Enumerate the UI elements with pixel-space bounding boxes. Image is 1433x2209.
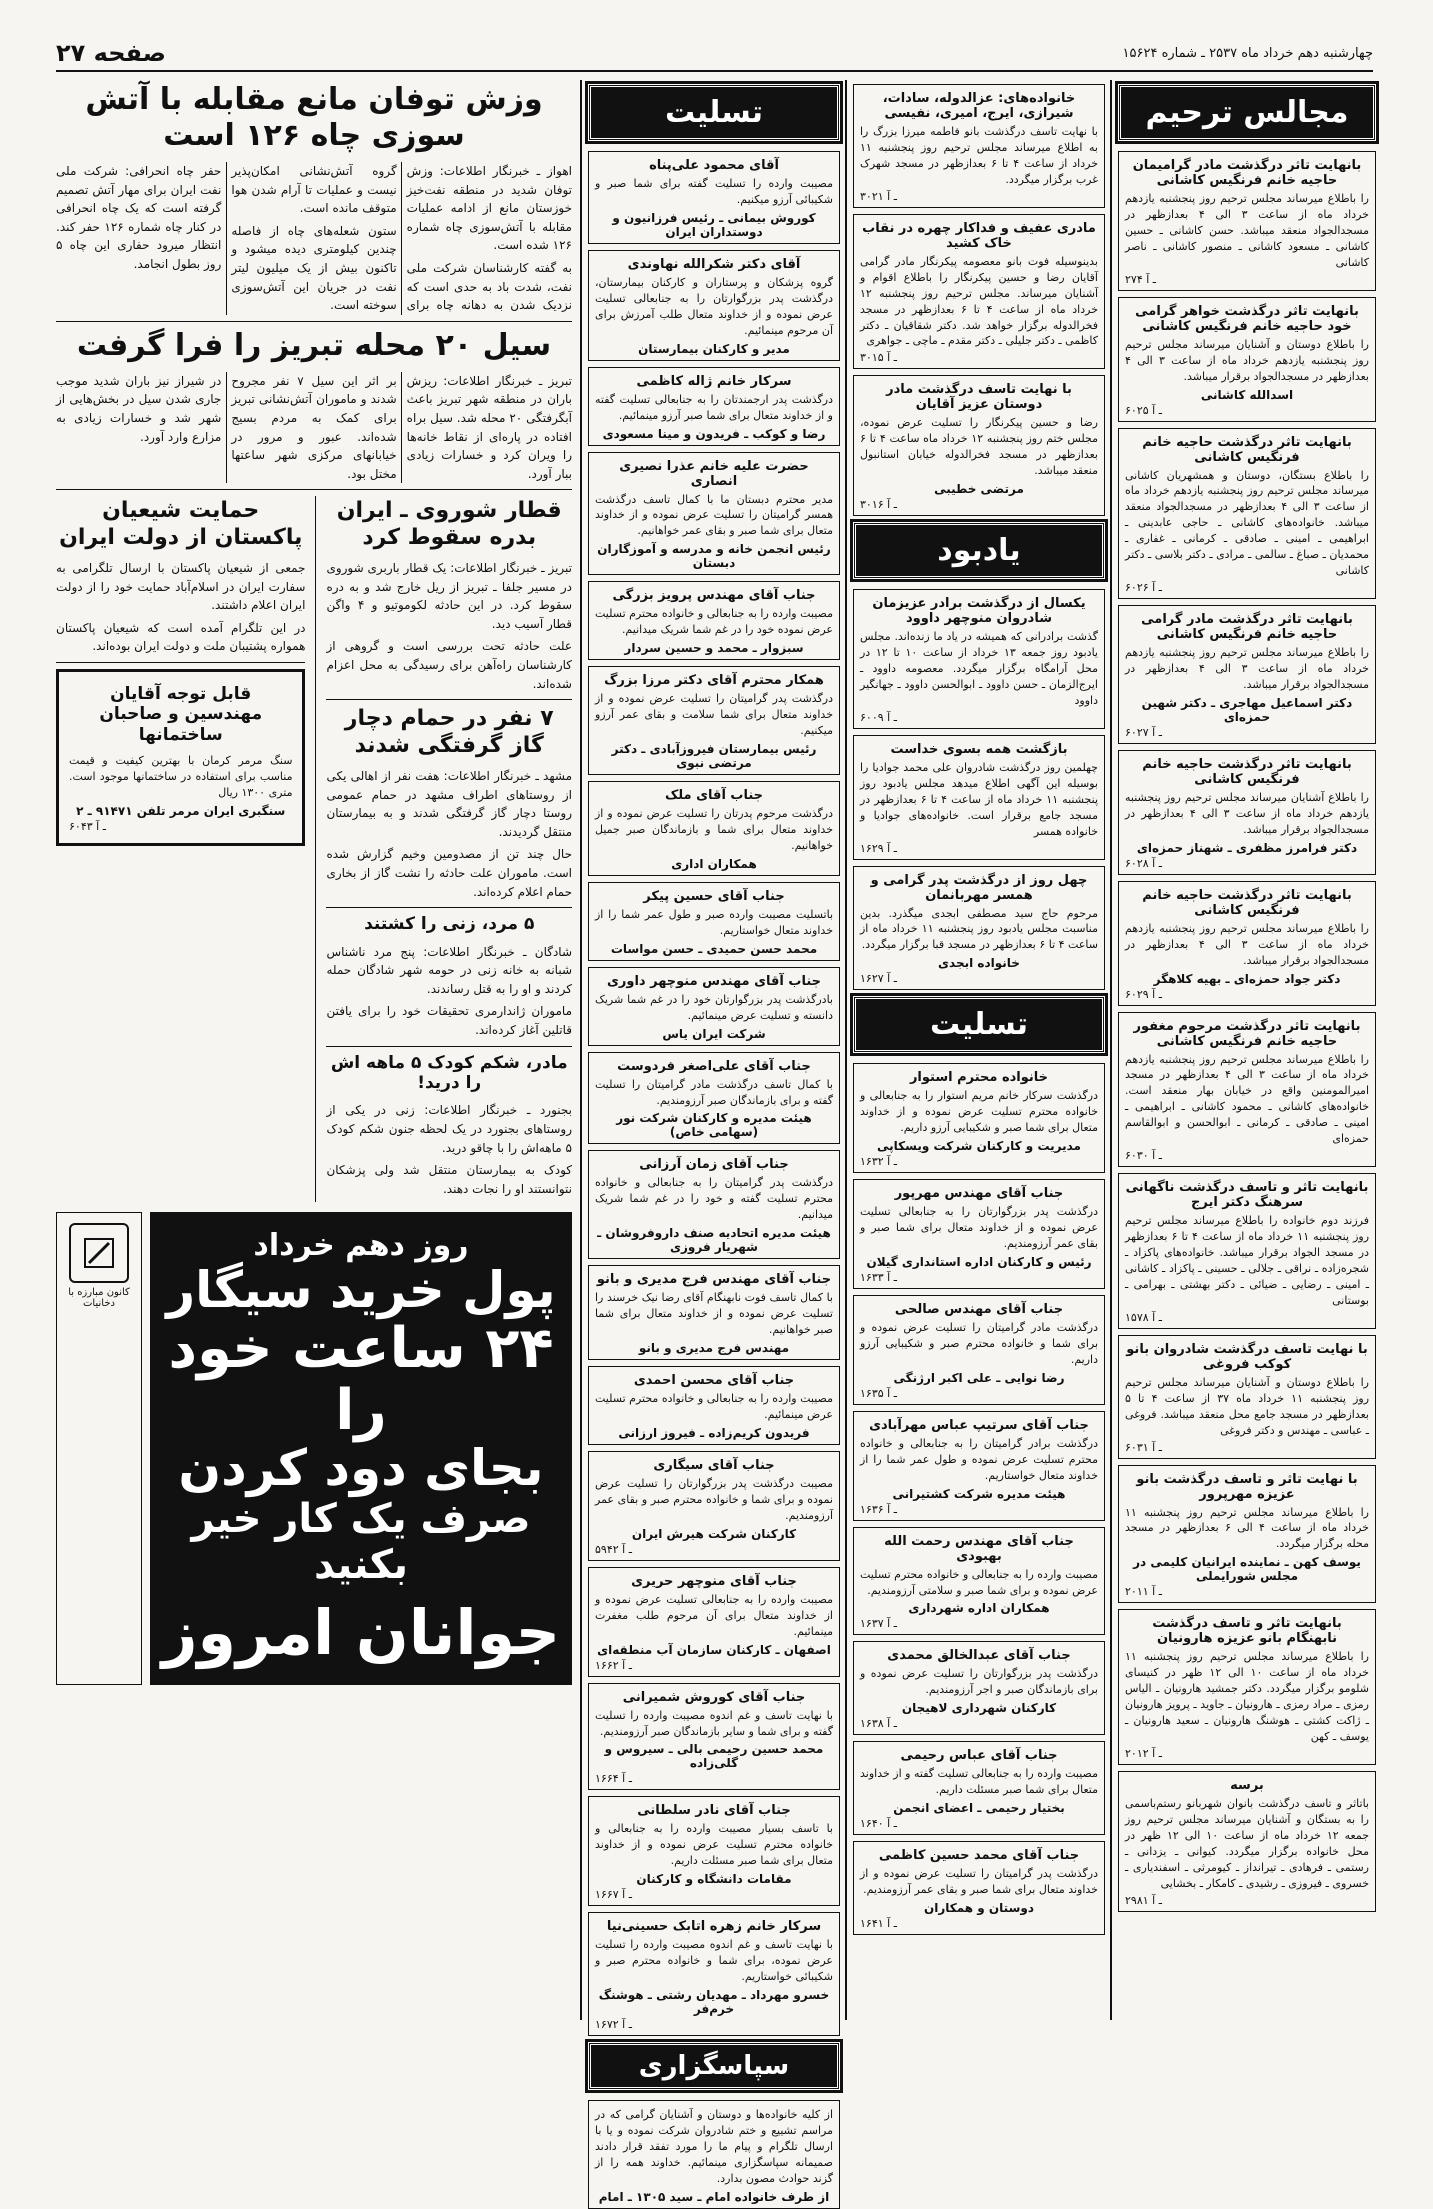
ad-body: درگذشت مرحوم پدرتان را تسلیت عرض نموده و از خداوند متعال برای شما و بازماندگان صبر جمیل خواهانیم. xyxy=(595,807,833,852)
column-memorials xyxy=(1118,84,1376,2014)
ad-sign: سبزوار ـ محمد و حسین سردار xyxy=(624,641,804,656)
ad-block xyxy=(1118,151,1376,291)
ad-block xyxy=(1118,1609,1376,1765)
ad-title: بانهایت تاثر درگذشت مرحوم مغفور حاجیه خانم فرنگیس کاشانی xyxy=(1133,1018,1361,1049)
headline-baby: مادر، شکم کودک ۵ ماهه اش را درید! xyxy=(330,1052,568,1093)
ad-code: ۶۰۲۹ ـ آ xyxy=(1125,987,1162,1001)
ad-code: ۱۶۶۲ ـ آ xyxy=(595,1658,632,1672)
ad-sign: بختیار رحیمی ـ اعضای انجمن xyxy=(893,1801,1065,1816)
ad-body: درگذشت پدر گرامیتان را تسلیت عرض نموده و از خداوند متعال برای شما صبر و بقای عمر آرزومندیم. xyxy=(860,1867,1098,1897)
ad-sign: فریدون کریم‌زاده ـ فیروز ارزانی xyxy=(618,1425,810,1440)
ad-code: ۶۰۳۱ ـ آ xyxy=(1125,1440,1162,1454)
ad-code: ۲۷۴ ـ آ xyxy=(1125,272,1157,286)
ad-body: را باطلاع دوستان و آشنایان میرساند مجلس ترحیم روز پنجشنبه یازدهم خرداد ماه از ساعت ۳ الی ۴ بعدازظهر در مسجدالجواد برقرار میباشد. xyxy=(1125,337,1369,383)
ad-body: را باطلاع میرساند مجلس ترحیم روز پنجشنبه ۱۱ خرداد ماه از ساعت ۴ الی ۶ بعدازظهر در مسجد محله برگزار میگردد. xyxy=(1125,1505,1369,1551)
article-baby xyxy=(326,1101,572,1198)
news-col-left xyxy=(56,496,305,1202)
no-smoking-ad xyxy=(150,1212,572,1685)
ad-body: را باطلاع میرساند مجلس ترحیم روز پنجشنبه یازدهم خرداد ماه از ساعت ۳ الی ۴ بعدازظهر در مسجدالجواد برقرار میباشد. xyxy=(1125,646,1369,691)
ad-block xyxy=(1118,605,1376,744)
ad-code: ۳۰۱۶ ـ آ xyxy=(860,498,897,512)
ad-title: جناب آقای زمان آرزانی xyxy=(639,1157,789,1173)
ad-body: با نهایت تاسف و غم اندوه مصیبت وارده را تسلیت گفته و برای شما و سایر بازماندگان صبر آرزومندیم. xyxy=(595,1708,833,1738)
ad-title: جناب آقای مهندس مهرپور xyxy=(894,1186,1064,1202)
masthead xyxy=(56,36,1373,72)
section-banner-condolence: تسلیت xyxy=(588,84,840,141)
ad-code: ۶۰۲۵ ـ آ xyxy=(1125,403,1162,417)
page-number: صفحه ۲۷ xyxy=(56,39,166,67)
inner-rule xyxy=(315,496,316,1202)
ad-body: مدیر محترم دبستان ما با کمال تاسف درگذشت همسر گرامیتان را تسلیت عرض نموده و از خداوند متعال برای شما صبر و بقای عمر خواهانیم. xyxy=(595,492,833,538)
article-paragraph: حفر چاه انحرافی: شرکت ملی نفت ایران برای مهار آتش تصمیم گرفته است که یک چاه انحرافی در کنار چاه شماره ۱۲۶ حفر کند. انتظار میرود حفاری این چاه ۵ روز بطول انجامد. xyxy=(56,164,222,271)
ad-body: باتسلیت مصیبت وارده صبر و طول عمر شما را از خداوند متعال خواستاریم. xyxy=(595,907,833,937)
ad-block xyxy=(588,1683,840,1791)
ad-sign: محمد حسن حمیدی ـ حسن مواسات xyxy=(610,941,818,956)
ad-title: بانهایت تاثر و تاسف درگذشت نابهنگام بانو عزیزه هارونیان xyxy=(1152,1616,1342,1647)
society-logo-caption: کانون مبارزه با دخانیات xyxy=(68,1287,130,1310)
ad-block xyxy=(588,882,840,961)
ad-block xyxy=(588,452,840,576)
ad-sign: دکتر فرامرز مظفری ـ شهناز حمزه‌ای xyxy=(1136,840,1358,855)
ad-code: ۳۰۱۵ ـ آ xyxy=(860,351,897,365)
society-logo-icon xyxy=(69,1223,129,1283)
bottom-row xyxy=(56,1212,572,1685)
ad-code: ۶۰۲۷ ـ آ xyxy=(1125,725,1162,739)
ad-body: مصیبت وارده را به جنابعالی تسلیت گفته و از خداوند متعال برای شما صبر مسئلت داریم. xyxy=(860,1767,1098,1797)
ad-code: ۲۹۸۱ ـ آ xyxy=(1125,1893,1162,1907)
ad-title: با نهایت تاسف درگذشت شادروان بانو کوکب فروغی xyxy=(1126,1341,1368,1372)
ad-body: درگذشت سرکار خانم مریم استوار را به جنابعالی و خانواده محترم تسلیت عرض نموده و از خداوند متعال برای شما صبر و شکیبایی آرزو داریم. xyxy=(860,1089,1098,1135)
ad-body: را باطلاع آشنایان میرساند مجلس ترحیم روز پنجشنبه یازدهم خرداد ماه از ساعت ۳ الی ۴ بعدازظهر در مسجدالجواد برقرار میباشد. xyxy=(1125,790,1370,836)
article-paragraph: اهواز ـ خبرنگار اطلاعات: وزش توفان شدید در منطقه نفت‌خیز خوزستان مانع از ادامه عملیات مقابله با آتش‌سوزی چاه شماره ۱۲۶ شده است. xyxy=(406,164,572,253)
article-paragraph: ستون شعله‌های چاه از فاصله چندین کیلومتری دیده میشود و تاکنون بیش از یک میلیون لیتر نفت در جریان این آتش‌سوزی سوخته است. xyxy=(231,223,397,313)
ad-sign: مرتضی خطیبی xyxy=(934,482,1024,497)
ad-body: مصیبت وارده را به جنابعالی و خانواده محترم تسلیت عرض نموده و برای شما صبر و سلامتی آرزومندیم. xyxy=(860,1567,1098,1597)
ad-body: را باطلاع بستگان، دوستان و همشهریان کاشانی میرساند مجلس ترحیم روز پنجشنبه یازدهم خرداد ماه از ساعت ۳ الی ۴ بعدازظهر در مسجدالجواد منعقد میباشد. خانواده‌های کاشانی ـ حاجی عابدینی ـ ابراهیمی ـ امینی ـ صادقی ـ کرمانی ـ غفاری ـ محمدیان ـ صباغ ـ سالمی ـ مرادی ـ دکتر بلاسی ـ دکتر کاشانی xyxy=(1125,468,1369,578)
ad-body: چهلمین روز درگذشت شادروان علی محمد جوادیا را بوسیله این آگهی اطلاع میدهد مجلس یادبود روز پنجشنبه ۱۱ خرداد ماه از ساعت ۴ تا ۶ بعدازظهر در مسجد جامع برقرار است. خانواده‌های جوادیا و خانواده همسر xyxy=(860,760,1098,838)
ad-code: ۱۶۳۲ ـ آ xyxy=(860,1155,897,1169)
ad-code: ۱۶۳۵ ـ آ xyxy=(860,1386,897,1400)
ad-title: جناب آقای کوروش شمیرانی xyxy=(622,1689,806,1705)
ad-body: درگذشت برادر گرامیتان را به جنابعالی و خانواده محترم تسلیت عرض نموده و طول عمر شما را از خداوند متعال خواستاریم. xyxy=(860,1436,1098,1482)
thanks-sign: از طرف خانواده امام ـ سید ۱۳۰۵ ـ امام xyxy=(598,2189,830,2204)
ad-sign: رئیس بیمارستان فیروزآبادی ـ دکتر مرتضی نبوی xyxy=(611,742,817,770)
ad-block xyxy=(853,1295,1105,1405)
smoke-ad-brand: جوانان امروز xyxy=(161,1596,561,1670)
ad-code: ۱۵۷۸ ـ آ xyxy=(1125,1310,1162,1324)
ad-title: بانهایت تاثر درگذشت خواهر گرامی خود حاجیه خانم فرنگیس کاشانی xyxy=(1135,303,1359,334)
ad-code: ۱۶۴۱ ـ آ xyxy=(860,1917,897,1931)
column-rule xyxy=(1110,80,1112,2020)
ad-code: ۶۰۳۰ ـ آ xyxy=(1125,1149,1162,1163)
ad-block xyxy=(588,581,840,660)
ad-title: برسه xyxy=(1230,1777,1264,1793)
section-banner-remembrance: یادبود xyxy=(853,522,1105,579)
ad-title: بانهایت تاثر درگذشت حاجیه خانم فرنگیس کاشانی xyxy=(1142,434,1352,465)
article-gas xyxy=(326,767,572,901)
top-ads xyxy=(853,84,1105,516)
notice-sign: سنگبری ایران مرمر تلفن ۹۱۴۷۱ ـ ۲ xyxy=(76,804,286,819)
ad-title: جناب آقای عبدالخالق محمدی xyxy=(887,1648,1071,1664)
ad-block xyxy=(1118,1465,1376,1604)
ad-block xyxy=(1118,1335,1376,1459)
ad-title: جناب آقای سرتیپ عباس مهرآبادی xyxy=(869,1417,1089,1433)
thanks-ad xyxy=(588,2100,840,2209)
smoke-ad-line-3: ۲۴ ساعت خود را xyxy=(168,1316,554,1443)
article-paragraph: مشهد ـ خبرنگار اطلاعات: هفت نفر از اهالی یکی از روستاهای اطراف مشهد در حمام عمومی روستا دچار گاز گرفتگی شدند و به بیمارستان منتقل گردیدند. xyxy=(326,769,572,839)
issue-date: چهارشنبه دهم خرداد ماه ۲۵۳۷ ـ شماره ۱۵۶۲۴ xyxy=(1122,45,1373,61)
ad-sign: کوروش بیمانی ـ رئیس فرزانیون و دوستداران ایران xyxy=(612,210,816,239)
ad-block xyxy=(853,1411,1105,1521)
ad-title: جناب آقای نادر سلطانی xyxy=(637,1803,791,1819)
ad-body: گذشت برادرانی که همیشه در یاد ما زنده‌اند. مجلس یادبود روز جمعه ۱۳ خرداد از ساعت ۱۰ تا ۱۲ در محل آرامگاه برگزار میگردد. معصومه داوود ـ ایرج‌الزمان ـ حسن داوود ـ ابوالحسن داوود ـ جهانگیر داوود xyxy=(860,630,1098,707)
ad-body: با نهایت تاسف درگذشت بانو فاطمه میرزا بزرگ را به اطلاع میرساند مجلس ترحیم روز پنجشنبه ۱۱ خرداد از ساعت ۴ تا ۶ بعدازظهر در مسجد شهرک غرب برگزار میگردد. xyxy=(860,125,1098,186)
ad-block xyxy=(588,1265,840,1360)
ad-body: را باطلاع میرساند مجلس ترحیم روز پنجشنبه یازدهم خرداد ماه از ساعت ۳ الی ۴ بعدازظهر در مسجدالجواد برقرار میباشد. xyxy=(1125,921,1369,967)
ad-body: با کمال تاسف درگذشت مادر گرامیتان را تسلیت گفته و برای بازماندگان صبر آرزومندیم. xyxy=(595,1077,833,1107)
news-col-right xyxy=(326,496,572,1202)
ad-block xyxy=(588,1052,840,1145)
ad-code: ۱۶۷۲ ـ آ xyxy=(595,2018,632,2032)
ad-body: درگذشت پدر گرامیتان را تسلیت عرض نموده و از خداوند متعال برای شما سلامت و بقای عمر آرزو میکنیم. xyxy=(595,692,833,738)
ad-body: را باطلاع میرساند مجلس ترحیم روز پنجشنبه یازدهم خرداد ماه از ساعت ۳ الی ۴ بعدازظهر در مسجد امیرالمومنین واقع در خیابان بهار منعقد است. خانواده‌های کاشانی ـ محمود کاشانی ـ ابراهیمی ـ امینی ـ صادقی ـ کرمانی ـ ابوالحسن و ابوالقاسم حمزه‌ای xyxy=(1125,1052,1369,1146)
ad-sign: اسدالله کاشانی xyxy=(1200,387,1294,402)
ad-title: مادری عفیف و فداکار چهره در نقاب خاک کشید xyxy=(862,220,1096,251)
ad-title: خانواده محترم استوار xyxy=(909,1070,1049,1086)
thanks-body: از کلیه خانواده‌ها و دوستان و آشنایان گرامی که در مراسم تشییع و ختم شادروان شرکت نموده و یا با ارسال تلگرام و پیام ما را مورد تفقد قرار دادند صمیمانه سپاسگزاری مینمائیم. خداوند همه را از گزند حوادث مصون بدارد. xyxy=(595,2108,833,2185)
ad-code: ۵۹۴۲ ـ آ xyxy=(595,1542,632,1556)
ad-block xyxy=(853,1741,1105,1835)
ad-block xyxy=(1118,881,1376,1006)
ad-body: درگذشت مادر گرامیتان را تسلیت عرض نموده و برای شما و خانواده محترم صبر و شکیبایی آرزو داریم. xyxy=(860,1320,1098,1366)
ad-block xyxy=(588,666,840,775)
ad-code: ۱۶۶۷ ـ آ xyxy=(595,1888,632,1902)
society-logo-box xyxy=(56,1212,142,1685)
headline-killed: ۵ مرد، زنی را کشتند xyxy=(364,914,535,935)
article-paragraph: ماموران ژاندارمری تحقیقات خود را برای یافتن قاتلین آغاز کرده‌اند. xyxy=(326,1004,572,1037)
article-paragraph: علت حادثه تحت بررسی است و گروهی از کارشناسان راه‌آهن برای رسیدگی به محل اعزام شده‌اند. xyxy=(326,639,572,691)
article-killed xyxy=(326,943,572,1040)
ad-title: جناب آقای سیگاری xyxy=(653,1457,775,1473)
ad-body: را باطلاع میرساند مجلس ترحیم روز پنجشنبه یازدهم خرداد ماه از ساعت ۳ الی ۴ بعدازظهر در مسجدالجواد منعقد میباشد. حسن کاشانی ـ حسین کاشانی ـ مسعود کاشانی ـ منصور کاشانی ـ ناصر کاشانی xyxy=(1125,192,1369,269)
ad-block xyxy=(1118,750,1376,875)
ad-body: رضا و حسین پیکرنگار را تسلیت عرض نموده، مجلس ختم روز پنجشنبه ۱۲ خرداد ماه ساعت ۴ تا ۶ بعدازظهر در مسجد فخرالدوله خیابان استانبول منعقد میباشد. xyxy=(860,416,1099,478)
ad-block xyxy=(588,151,840,244)
section-banner-thanks: سپاسگزاری xyxy=(588,2042,840,2090)
ad-body: باتاثر و تاسف درگذشت بانوان شهربانو رستم‌باسمی را به بستگان و آشنایان میرساند مجلس ترحیم روز جمعه ۱۲ خرداد ماه از ساعت ۱۰ الی ۱۲ ظهر در محل خانواده برگزار میگردد. کیوانی ـ یزدانی ـ رستمی ـ فرهادی ـ تیرانداز ـ کیومرثی ـ اسفندیاری ـ خسروی ـ فیروزی ـ رشیدی ـ کامکار ـ بخشایی xyxy=(1125,1796,1369,1890)
ad-sign: مهندس فرج مدیری و بانو xyxy=(638,1341,790,1356)
headline-fire: وزش توفان مانع مقابله با آتش سوزی چاه ۱۲۶ است xyxy=(85,82,543,153)
ad-body: با نهایت تاسف و غم اندوه مصیبت وارده را تسلیت عرض نموده، برای شما و خانواده محترم صبر و شکیبائی خواستاریم. xyxy=(595,1938,833,1984)
ad-block xyxy=(853,84,1105,208)
ad-sign: همکاران اداری xyxy=(671,856,757,871)
column-rule xyxy=(845,80,847,2020)
ad-title: جناب آقای مهندس رحمت الله بهبودی xyxy=(884,1533,1074,1564)
ad-block xyxy=(853,375,1105,516)
ad-sign: دکتر جواد حمزه‌ای ـ بهیه کلاهگر xyxy=(1153,971,1341,986)
ad-title: بانهایت تاثر درگذشت مادر گرامیمان حاجیه خانم فرنگیس کاشانی xyxy=(1132,158,1362,188)
column-rule xyxy=(580,80,582,2020)
ad-body: مصیبت وارده را تسلیت گفته برای شما صبر و شکیبائی آرزو میکنیم. xyxy=(595,177,833,206)
ad-block xyxy=(853,735,1105,860)
news-row-2 xyxy=(56,496,572,1202)
headline-flood: سیل ۲۰ محله تبریز را فرا گرفت xyxy=(76,327,552,363)
ad-block xyxy=(1118,1012,1376,1168)
ad-code: ۲۰۱۱ ـ آ xyxy=(1125,1585,1162,1599)
ad-block xyxy=(588,967,840,1046)
column-news xyxy=(56,80,572,2015)
ad-sign: مقامات دانشگاه و کارکنان xyxy=(636,1872,792,1887)
ad-body: را باطلاع دوستان و آشنایان میرساند مجلس ترحیم روز پنجشنبه ۱۱ خرداد ماه ۳۷ از ساعت ۴ تا ۵ بعدازظهر در مسجد جامع محل منعقد میباشد. فروغی ـ عباسی ـ مهندس و دکتر فروغی xyxy=(1125,1375,1370,1437)
ad-sign: هیئت مدیره و کارکنان شرکت نور (سهامی خاص) xyxy=(616,1111,812,1140)
ad-body: مصیبت وارده را به جنابعالی و خانواده محترم تسلیت عرض مینمائیم. xyxy=(595,1392,833,1421)
article-paragraph: در شیراز نیز باران شدید موجب جاری شدن سیل در بخش‌هایی از شهر شد و خسارات زیادی به مزارع وارد آورد. xyxy=(56,373,222,444)
ad-title: جناب آقای مهندس منوچهر داوری xyxy=(606,973,822,989)
ad-code: ۱۶۳۶ ـ آ xyxy=(860,1502,897,1516)
ad-sign: یوسف کهن ـ نماینده ایرانیان کلیمی در مجلس شورایملی xyxy=(1133,1555,1361,1584)
ad-body: مصیبت وارده را به جنابعالی و خانواده محترم تسلیت عرض نموده خود را در غم شما شریک میدانیم. xyxy=(595,607,833,637)
ad-block xyxy=(588,1150,840,1259)
ad-body: درگذشت پدر گرامیتان را به جنابعالی و خانواده محترم تسلیت گفته و خود را در غم شما شریک میدانیم. xyxy=(595,1176,833,1222)
ad-block xyxy=(1118,1771,1376,1912)
notice-ad xyxy=(56,669,305,846)
ad-title: جناب آقای منوچهر حریری xyxy=(631,1573,797,1589)
ad-body: فرزند دوم خانواده را باطلاع میرساند مجلس ترحیم روز پنجشنبه ۱۱ خرداد ماه از ساعت ۴ تا ۶ بعدازظهر در مسجد الجواد برقرار میباشد. خانواده‌های پاکزاد ـ شجره‌زاده ـ نراقی ـ جلالی ـ حسینی ـ پاکزاد ـ کاشانی ـ امینی ـ رضایی ـ ضیائی ـ دکتر بهشتی ـ بهرامی ـ بوستانی xyxy=(1125,1214,1370,1307)
ad-sign: خانواده ابجدی xyxy=(938,956,1020,971)
ad-title: جناب آقای محسن احمدی xyxy=(633,1373,795,1389)
ad-sign: هیئت مدیره اتحادیه صنف داروفروشان ـ شهریار فروزی xyxy=(597,1226,831,1255)
ad-sign: خسرو مهرداد ـ مهدیان رشتی ـ هوشنگ خرم‌فر xyxy=(598,1988,830,2017)
article-train xyxy=(326,559,572,693)
ad-title: چهل روز از درگذشت پدر گرامی و همسر مهربانمان xyxy=(870,872,1088,903)
ad-title: آقای محمود علی‌پناه xyxy=(649,158,779,173)
remembrance-ads xyxy=(853,589,1105,990)
ad-sign: رضا نوایی ـ علی اکبر ارژنگی xyxy=(893,1370,1065,1385)
ad-body: مصیبت وارده را به جنابعالی تسلیت عرض نموده و از خداوند متعال برای آن مرحوم طلب مغفرت مینمائیم. xyxy=(595,1592,833,1638)
column-remembrance xyxy=(853,84,1105,2014)
article-paragraph: تبریز ـ خبرنگار اطلاعات: ریزش باران در منطقه شهر تبریز باعث آبگرفتگی ۲۰ محله شد. سیل براه افتاده در پاره‌ای از نقاط خانه‌ها را ویران کرد و خسارات زیادی ببار آورد. xyxy=(406,373,572,481)
ad-code: ۱۶۶۴ ـ آ xyxy=(595,1772,632,1786)
ad-title: جناب آقای عباس رحیمی xyxy=(900,1748,1058,1764)
ad-code: ۱۶۳۸ ـ آ xyxy=(860,1717,897,1731)
article-paragraph: کودک به بیمارستان منتقل شد ولی پزشکان نتوانستند او را نجات دهند. xyxy=(326,1163,572,1196)
ad-sign: هیئت مدیره شرکت کشتیرانی xyxy=(892,1486,1066,1501)
ad-block xyxy=(853,1063,1105,1173)
ad-body: گروه پزشکان و پرستاران و کارکنان بیمارستان، درگذشت پدر بزرگوارتان را به جنابعالی تسلیت عرض نموده و از خداوند متعال طلب آمرزش برای آن مرحوم مینمائیم. xyxy=(595,275,833,337)
ad-block xyxy=(1118,1173,1376,1329)
article-fire xyxy=(56,162,572,315)
article-pakistan xyxy=(56,559,305,656)
condolence-ads-2 xyxy=(853,1063,1105,1935)
ad-block xyxy=(1118,428,1376,600)
ad-sign: اصفهان ـ کارکنان سازمان آب منطقه‌ای xyxy=(597,1642,831,1657)
ad-title: سرکار خانم زهره اتابک حسینی‌نیا xyxy=(606,1919,822,1935)
ad-block xyxy=(588,1451,840,1561)
ad-sign: همکاران اداره شهرداری xyxy=(908,1601,1050,1616)
ad-code: ۱۶۳۳ ـ آ xyxy=(860,1270,897,1284)
ad-body: با کمال تاسف فوت نابهنگام آقای رضا نیک خرسند را تسلیت عرض نموده و از خداوند متعال برای شما صبر خواهانیم. xyxy=(595,1291,833,1337)
ad-body: مرحوم حاج سید مصطفی ابجدی میگذرد. بدین مناسبت مجلس یادبود روز پنجشنبه ۱۱ خرداد ماه از ساعت ۴ تا ۶ بعدازظهر در مسجد قبا برگزار میگردد. xyxy=(860,906,1099,952)
ad-title: خانواده‌های: عزالدوله، سادات، شیرازی، ایرج، امیری، نفیسی xyxy=(882,91,1076,121)
ad-code: ۱۶۲۹ ـ آ xyxy=(860,841,897,855)
ad-title: بازگشت همه بسوی خداست xyxy=(890,741,1068,757)
headline-pakistan: حمایت شیعیان پاکستان از دولت ایران xyxy=(59,498,303,550)
ad-sign: دکتر اسماعیل مهاجری ـ دکتر شهین حمزه‌ای xyxy=(1141,695,1353,724)
notice-code: ۶۰۴۳ ـ آ xyxy=(69,820,106,834)
article-paragraph: تبریز ـ خبرنگار اطلاعات: یک قطار باربری شوروی در مسیر جلفا ـ تبریز از ریل خارج شد و به دره سقوط کرد. در این حادثه لکوموتیو و ۴ واگن قطار آسیب دید. xyxy=(326,561,572,631)
ad-sign: محمد حسین رحیمی بالی ـ سیروس و گلی‌زاده xyxy=(604,1742,824,1771)
ad-sign: مدیر و کارکنان بیمارستان xyxy=(638,341,790,356)
ad-sign: مدیریت و کارکنان شرکت ویسکاپی xyxy=(877,1139,1081,1154)
ad-block xyxy=(853,589,1105,729)
ad-body: درگذشت پدر ارجمندتان را به جنابعالی تسلیت گفته و از خداوند متعال برای شما صبر آرزو مینمائیم. xyxy=(595,392,833,422)
ad-block xyxy=(588,1567,840,1677)
ad-body: را باطلاع میرساند مجلس ترحیم روز پنجشنبه ۱۱ خرداد ماه از ساعت ۱۰ الی ۱۲ ظهر در کنیسای شلومو برگزار میگردد. دکتر جمشید هارونیان ـ الیاس رمزی ـ مراد رمزی ـ هارونیان ـ جاوید ـ پرویز هارونیان ـ ژاکت کشتی ـ هوشنگ هارونیان ـ سعید هارونیان ـ یوسف ـ کهن xyxy=(1125,1650,1369,1743)
ad-sign: شرکت ایران یاس xyxy=(662,1026,766,1041)
ad-title: جناب آقای مهندس پرویز بزرگی xyxy=(612,588,816,604)
ad-sign: دوستان و همکاران xyxy=(924,1901,1034,1916)
ad-title: بانهایت تاثر و تاسف درگذشت ناگهانی سرهنگ دکتر ایرج xyxy=(1125,1180,1369,1211)
ad-code: ۶۰۲۶ ـ آ xyxy=(1125,581,1162,595)
memorial-ads xyxy=(1118,151,1376,1912)
article-paragraph: به گفته کارشناسان شرکت ملی نفت، شدت باد به حدی است که نزدیک شدن به دهانه چاه برای گروه آتش‌نشانی امکان‌پذیر نیست و عملیات تا آرام شدن هوا متوقف مانده است. xyxy=(231,164,572,313)
ad-block xyxy=(853,1527,1105,1636)
smoke-ad-line-4: بجای دود کردن xyxy=(178,1439,544,1498)
ad-block xyxy=(853,1641,1105,1735)
notice-body: سنگ مرمر کرمان با بهترین کیفیت و قیمت مناسب برای استفاده در ساختمانها موجود است. متری ۱۳۰۰ ریال xyxy=(69,754,293,800)
ad-block xyxy=(588,781,840,876)
ad-code: ۱۶۴۰ ـ آ xyxy=(860,1817,897,1831)
ad-title: جناب آقای ملک xyxy=(664,788,764,803)
ad-block xyxy=(588,367,840,446)
column-condolence xyxy=(588,84,840,2204)
ad-title: جناب آقای حسین پیکر xyxy=(643,888,785,904)
ad-body: با تاسف بسیار مصیبت وارده را به جنابعالی و خانواده محترم تسلیت عرض نموده و از خداوند متعال برای شما صبر مسئلت داریم. xyxy=(595,1822,833,1868)
ad-body: بدینوسیله فوت بانو معصومه پیکرنگار مادر گرامی آقایان رضا و حسین پیکرنگار را باطلاع اقوام و آشنایان میرساند. مجلس ترحیم روز پنجشنبه ۱۲ خرداد ماه از ساعت ۴ تا ۶ بعدازظهر در مسجد فخرالدوله برگزار خواهد شد. دکتر شقاقیان ـ دکتر کاظمی ـ دکتر جلیلی ـ دکتر مقدم ـ ماچی ـ جواهری xyxy=(860,254,1098,348)
ad-title: جناب آقای مهندس صالحی xyxy=(894,1301,1064,1317)
smoke-ad-line-2: پول خرید سیگار xyxy=(166,1261,556,1320)
ad-title: حضرت علیه خانم عذرا نصیری انصاری xyxy=(619,458,809,489)
ad-body: درگذشت پدر بزرگوارتان را به جنابعالی تسلیت عرض نموده و از خداوند متعال برای شما صبر و بقای عمر آرزومندیم. xyxy=(860,1205,1098,1250)
ad-code: ۳۰۲۱ ـ آ xyxy=(860,189,897,203)
article-paragraph: حال چند تن از مصدومین وخیم گزارش شده است. ماموران علت حادثه را نشت گاز از بخاری حمام اعلام کرده‌اند. xyxy=(326,847,572,899)
ad-sign: کارکنان شهرداری لاهیجان xyxy=(901,1701,1057,1716)
ad-code: ۱۶۳۷ ـ آ xyxy=(860,1617,897,1631)
notice-title: قابل توجه آقایان مهندسین و صاحبان ساختمانها xyxy=(99,684,263,745)
ad-title: بانهایت تاثر درگذشت مادر گرامی حاجیه خانم فرنگیس کاشانی xyxy=(1141,612,1353,643)
ad-block xyxy=(1118,297,1376,422)
ad-code: ۶۰۲۸ ـ آ xyxy=(1125,856,1162,870)
ad-block xyxy=(588,1796,840,1906)
ad-code: ۲۰۱۲ ـ آ xyxy=(1125,1746,1162,1760)
ad-block xyxy=(588,1912,840,2036)
ad-title: جناب آقای علی‌اصغر فردوست xyxy=(617,1058,811,1074)
ad-sign: رضا و کوکب ـ فریدون و مینا مسعودی xyxy=(602,426,826,441)
article-paragraph: در این تلگرام آمده است که شیعیان پاکستان همواره پشتیبان ملت و دولت ایران بوده‌اند. xyxy=(56,620,306,654)
condolence-ads xyxy=(588,151,840,2036)
article-flood xyxy=(56,372,572,484)
ad-body: درگذشت پدر بزرگوارتان را تسلیت عرض نموده و برای بازماندگان صبر و اجر آرزومندیم. xyxy=(860,1667,1098,1697)
ad-code: ۶۰۰۹ ـ آ xyxy=(860,710,897,724)
smoke-ad-line-5: صرف یک کار خیر بکنید xyxy=(191,1496,531,1589)
ad-block xyxy=(588,250,840,361)
emblem-icon xyxy=(79,1233,119,1273)
article-paragraph: بر اثر این سیل ۷ نفر مجروح شدند و ماموران آتش‌نشانی تبریز برای کمک به مردم بسیج شده‌اند. عبور و مرور در خیابانهای مرکزی شهر ساعتها مختل بود. xyxy=(231,373,397,481)
ad-sign: رئیس انجمن خانه و مدرسه و آموزگاران دبستان xyxy=(597,542,831,571)
ad-title: با نهایت تاثر و تاسف درگذشت بانو عزیزه مهرپرور xyxy=(1136,1471,1358,1502)
ad-title: آقای دکتر شکرالله نهاوندی xyxy=(627,256,801,272)
smoke-ad-line-1: روز دهم خرداد xyxy=(253,1228,469,1264)
ad-title: بانهایت تاثر درگذشت حاجیه خانم فرنگیس کاشانی xyxy=(1142,756,1352,787)
ad-block xyxy=(853,1841,1105,1935)
ad-title: سرکار خانم ژاله کاظمی xyxy=(636,373,792,389)
article-paragraph: جمعی از شیعیان پاکستان با ارسال تلگرامی به سفارت ایران در اسلام‌آباد حمایت خود را از دولت ایران اعلام داشتند. xyxy=(56,561,306,613)
ad-block xyxy=(853,866,1105,991)
article-paragraph: بجنورد ـ خبرنگار اطلاعات: زنی در یکی از روستاهای بجنورد در یک لحظه جنون شکم کودک ۵ ماهه‌اش را با چاقو درید. xyxy=(326,1103,572,1155)
ad-title: یکسال از درگذشت برادر عزیزمان شادروان منوچهر داوود xyxy=(872,596,1086,627)
ad-title: جناب آقای مهندس فرج مدیری و بانو xyxy=(596,1272,832,1288)
ad-block xyxy=(853,1179,1105,1289)
ad-sign: رئیس و کارکنان اداره استانداری گیلان xyxy=(866,1254,1092,1269)
section-banner-memorials: مجالس ترحیم xyxy=(1118,84,1376,141)
ad-title: همکار محترم آقای دکتر مرزا بزرگ xyxy=(604,673,824,689)
ad-sign: کارکنان شرکت هیرش ایران xyxy=(631,1526,797,1541)
ad-title: جناب آقای محمد حسین کاظمی xyxy=(878,1848,1080,1864)
ad-block xyxy=(588,1366,840,1445)
ad-block xyxy=(853,214,1105,370)
headline-train: قطار شوروی ـ ایران بدره سقوط کرد xyxy=(336,498,562,550)
article-paragraph: شادگان ـ خبرنگار اطلاعات: پنج مرد ناشناس شبانه به خانه زنی در حومه شهر شادگان حمله کردند و او را به قتل رساندند. xyxy=(326,944,572,996)
ad-body: مصیبت درگذشت پدر بزرگوارتان را تسلیت عرض نموده و برای شما و خانواده محترم صبر و بقای عمر آرزومندیم. xyxy=(595,1476,833,1522)
ad-code: ۱۶۲۷ ـ آ xyxy=(860,972,897,986)
ad-title: با نهایت تاسف درگذشت مادر دوستان عزیز آقایان xyxy=(886,382,1072,413)
ad-body: بادرگذشت پدر بزرگوارتان خود را در غم شما شریک دانسته و تسلیت عرض مینمائیم. xyxy=(595,992,833,1022)
section-banner-condolence-2: تسلیت xyxy=(853,996,1105,1053)
ad-title: بانهایت تاثر درگذشت حاجیه خانم فرنگیس کاشانی xyxy=(1142,887,1352,918)
headline-gas: ۷ نفر در حمام دچار گاز گرفتگی شدند xyxy=(344,706,554,758)
